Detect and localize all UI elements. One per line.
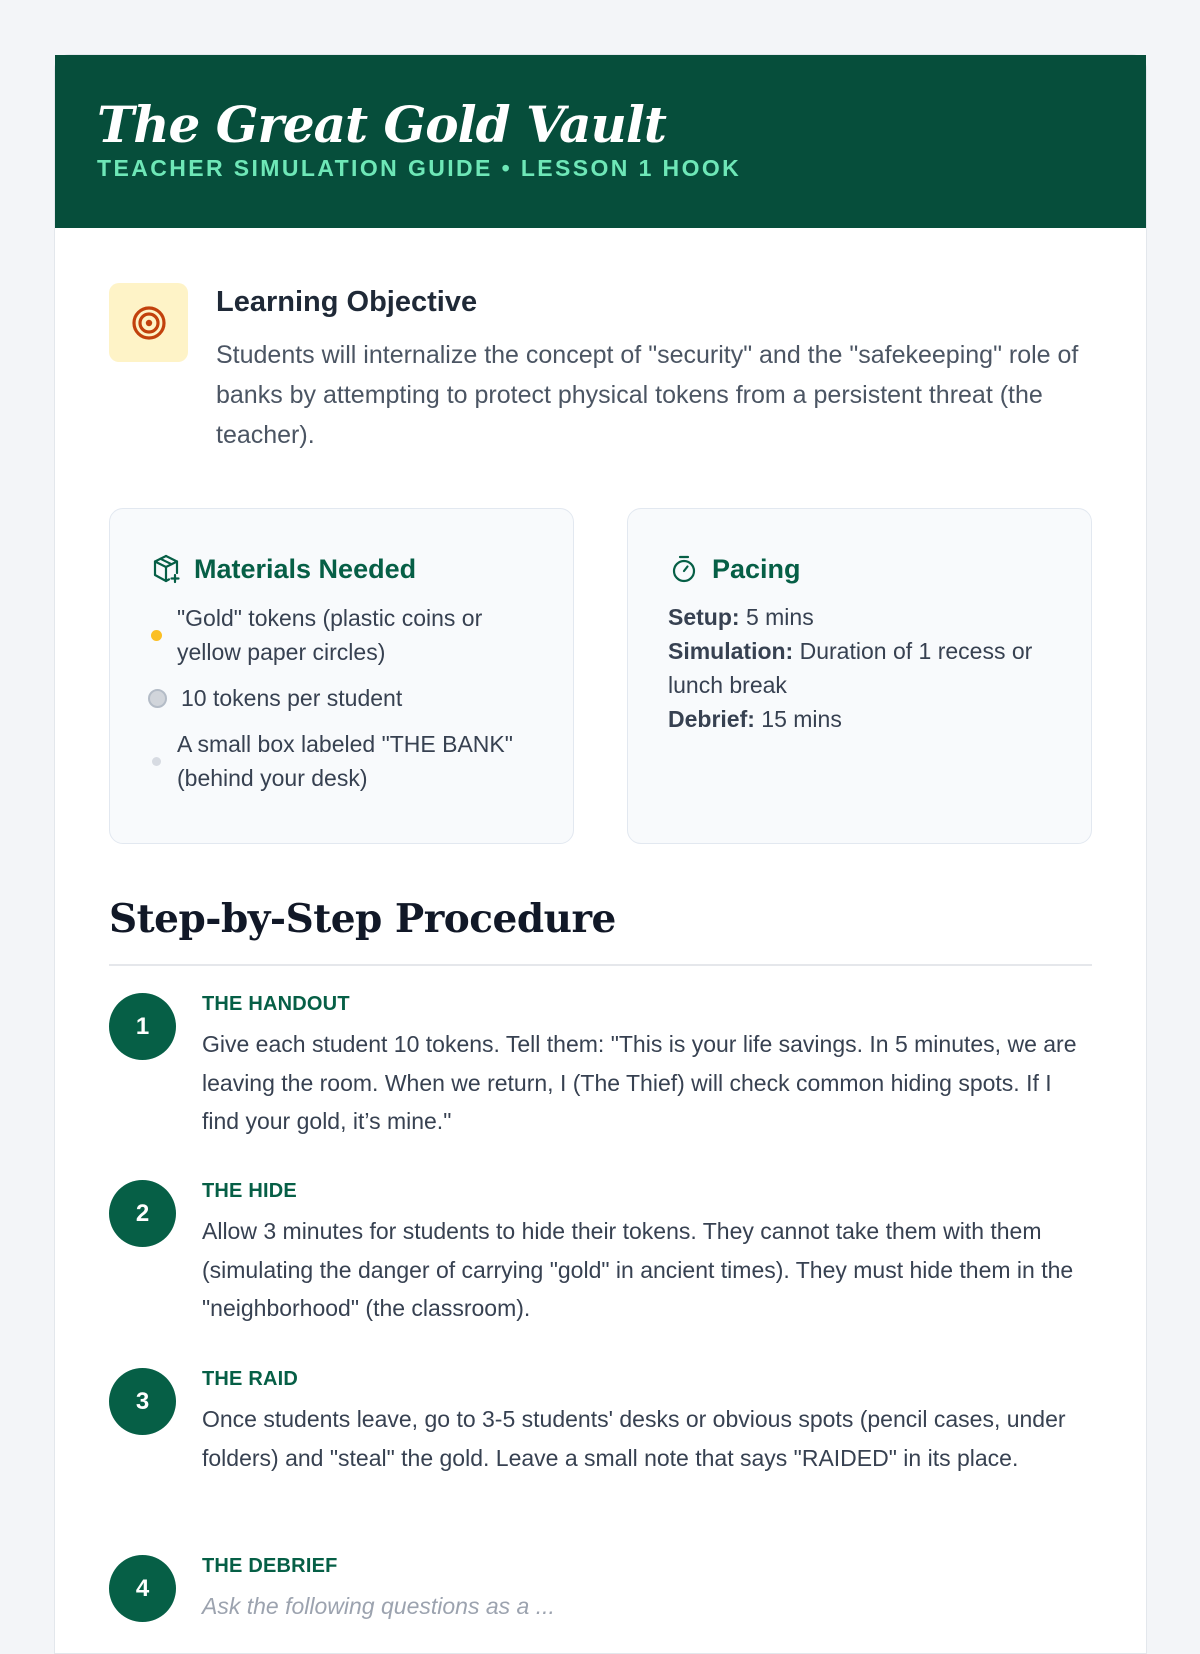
materials-box	[109, 508, 574, 844]
bullet-dot-icon	[148, 689, 167, 708]
learning-objective-section	[55, 228, 1146, 503]
debrief-label: Debrief:	[668, 706, 755, 732]
step-text: Ask the following questions as a ...	[202, 1593, 555, 1619]
simulation-value: Duration of 1 recess or lunch break	[668, 638, 1033, 698]
material-text: "Gold" tokens (plastic coins or yellow paper circles)	[177, 605, 483, 665]
page-subtitle: TEACHER SIMULATION GUIDE • LESSON 1 HOOK	[97, 155, 742, 181]
material-text: 10 tokens per student	[181, 685, 403, 711]
step-label: THE DEBRIEF	[202, 1555, 338, 1577]
pacing-simulation	[668, 634, 1051, 702]
step-number-badge: 3	[109, 1368, 176, 1435]
pacing-debrief	[668, 702, 1051, 736]
step-number-badge: 1	[109, 993, 176, 1060]
list-item	[150, 601, 533, 669]
target-icon	[109, 283, 188, 362]
guide-card	[54, 54, 1147, 1654]
debrief-value: 15 mins	[761, 706, 842, 732]
pacing-setup	[668, 600, 1051, 634]
list-item	[150, 727, 533, 795]
list-item	[150, 681, 533, 715]
stopwatch-icon	[668, 553, 700, 585]
procedure-heading: Step-by-Step Procedure	[109, 896, 616, 942]
setup-label: Setup:	[668, 604, 740, 630]
step-label: THE RAID	[202, 1368, 299, 1390]
step-number-badge: 4	[109, 1555, 176, 1622]
step-text: Once students leave, go to 3-5 students' desks or obvious spots (pencil cases, under folders) and "steal" the gold. Leave a small note that says "RAIDED" in its place.	[202, 1406, 1066, 1471]
materials-list	[150, 601, 533, 795]
step-text: Give each student 10 tokens. Tell them: "This is your life savings. In 5 minutes, we are leaving the room. When we return, I (The Thief) will check common hiding spots. If I find your gold, it’s mine."	[202, 1031, 1077, 1134]
bullet-dot-icon	[151, 630, 162, 641]
pacing-details	[668, 600, 1051, 736]
pacing-title: Pacing	[712, 553, 801, 584]
package-icon	[150, 553, 182, 585]
pacing-box	[627, 508, 1092, 844]
step-label: THE HIDE	[202, 1180, 297, 1202]
page-title: The Great Gold Vault	[97, 95, 666, 154]
page-header	[55, 55, 1146, 228]
objective-heading: Learning Objective	[216, 286, 478, 318]
materials-title: Materials Needed	[194, 553, 417, 584]
step-number-badge: 2	[109, 1180, 176, 1247]
divider	[109, 964, 1092, 966]
simulation-label: Simulation:	[668, 638, 794, 664]
material-text: A small box labeled "THE BANK" (behind your desk)	[177, 731, 513, 791]
setup-value: 5 mins	[745, 604, 814, 630]
bullet-dot-icon	[152, 757, 161, 766]
step-text: Allow 3 minutes for students to hide their tokens. They cannot take them with them (simulating the danger of carrying "gold" in ancient times). They must hide them in the "neighborhood" (the classroom).	[202, 1218, 1074, 1321]
objective-text: Students will internalize the concept of "security" and the "safekeeping" role of banks by attempting to protect physical tokens from a persistent threat (the teacher).	[216, 341, 1079, 449]
step-label: THE HANDOUT	[202, 993, 350, 1015]
